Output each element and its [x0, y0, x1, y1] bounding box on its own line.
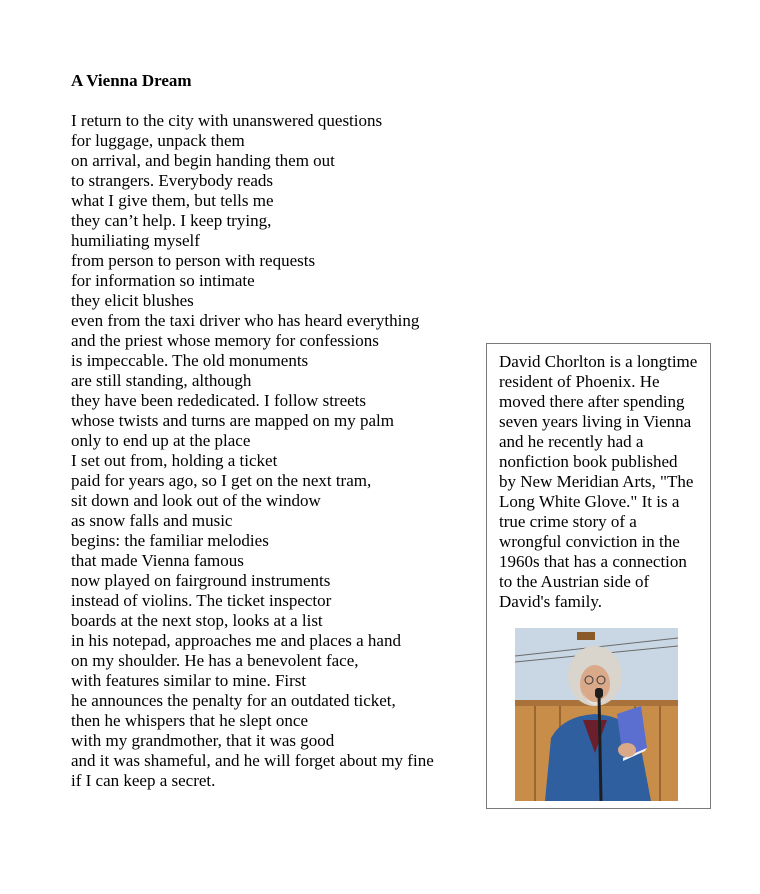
bio-line: and he recently had a — [499, 432, 644, 451]
poem-line: instead of violins. The ticket inspector — [71, 591, 332, 610]
bio-line: by New Meridian Arts, "The — [499, 472, 694, 491]
bio-line: wrongful conviction in the — [499, 532, 680, 551]
poem-line: are still standing, although — [71, 371, 252, 390]
poem-line: he announces the penalty for an outdated ticket, — [71, 691, 396, 710]
poem-line: in his notepad, approaches me and places a hand — [71, 631, 401, 650]
poem-line: they have been rededicated. I follow streets — [71, 391, 367, 410]
poem-line: only to end up at the place — [71, 431, 251, 450]
poem-line: and it was shameful, and he will forget about my fine — [71, 751, 434, 770]
poem-line: begins: the familiar melodies — [71, 531, 269, 550]
poem-line: I return to the city with unanswered questions — [71, 111, 383, 130]
photo-hand — [618, 743, 636, 757]
poem-line: as snow falls and music — [71, 511, 233, 530]
poem-line: paid for years ago, so I get on the next tram, — [71, 471, 372, 490]
poem-line: sit down and look out of the window — [71, 491, 321, 510]
author-bio-text — [499, 352, 704, 612]
poem-line: if I can keep a secret. — [71, 771, 216, 790]
poem-line: that made Vienna famous — [71, 551, 244, 570]
poem-line: what I give them, but tells me — [71, 191, 274, 210]
author-bio-box — [486, 343, 711, 809]
poem-line: is impeccable. The old monuments — [71, 351, 309, 370]
poem-line: on arrival, and begin handing them out — [71, 151, 335, 170]
poem-line: for information so intimate — [71, 271, 255, 290]
poem-line: then he whispers that he slept once — [71, 711, 308, 730]
bio-line: resident of Phoenix. He — [499, 372, 660, 391]
poem-line: they can’t help. I keep trying, — [71, 211, 272, 230]
poem-line: for luggage, unpack them — [71, 131, 245, 150]
bio-line: nonfiction book published — [499, 452, 678, 471]
poem-title: A Vienna Dream — [71, 71, 192, 90]
poem-line: whose twists and turns are mapped on my palm — [71, 411, 394, 430]
bio-line: 1960s that has a connection — [499, 552, 687, 571]
poem-line: from person to person with requests — [71, 251, 316, 270]
author-photo-illustration — [515, 628, 678, 801]
bio-line: seven years living in Vienna — [499, 412, 692, 431]
poem-line: on my shoulder. He has a benevolent face, — [71, 651, 359, 670]
poem-body — [71, 111, 471, 791]
poem-line: even from the taxi driver who has heard everything — [71, 311, 420, 330]
poem-line: they elicit blushes — [71, 291, 194, 310]
poem-line: with my grandmother, that it was good — [71, 731, 335, 750]
photo-rooftop — [577, 632, 595, 640]
bio-line: Long White Glove." It is a — [499, 492, 680, 511]
poem-line: with features similar to mine. First — [71, 671, 307, 690]
poem-line: to strangers. Everybody reads — [71, 171, 274, 190]
bio-line: David's family. — [499, 592, 602, 611]
poem-line: humiliating myself — [71, 231, 200, 250]
bio-line: to the Austrian side of — [499, 572, 650, 591]
poem-line: now played on fairground instruments — [71, 571, 331, 590]
bio-line: moved there after spending — [499, 392, 685, 411]
author-photo — [515, 628, 678, 801]
bio-line: David Chorlton is a longtime — [499, 352, 698, 371]
poem-line: and the priest whose memory for confessions — [71, 331, 379, 350]
poem-line: I set out from, holding a ticket — [71, 451, 278, 470]
photo-mic-stand — [599, 694, 601, 801]
poem-line: boards at the next stop, looks at a list — [71, 611, 323, 630]
bio-line: true crime story of a — [499, 512, 637, 531]
poem — [71, 69, 471, 791]
photo-face — [580, 665, 610, 703]
photo-microphone — [595, 688, 603, 698]
